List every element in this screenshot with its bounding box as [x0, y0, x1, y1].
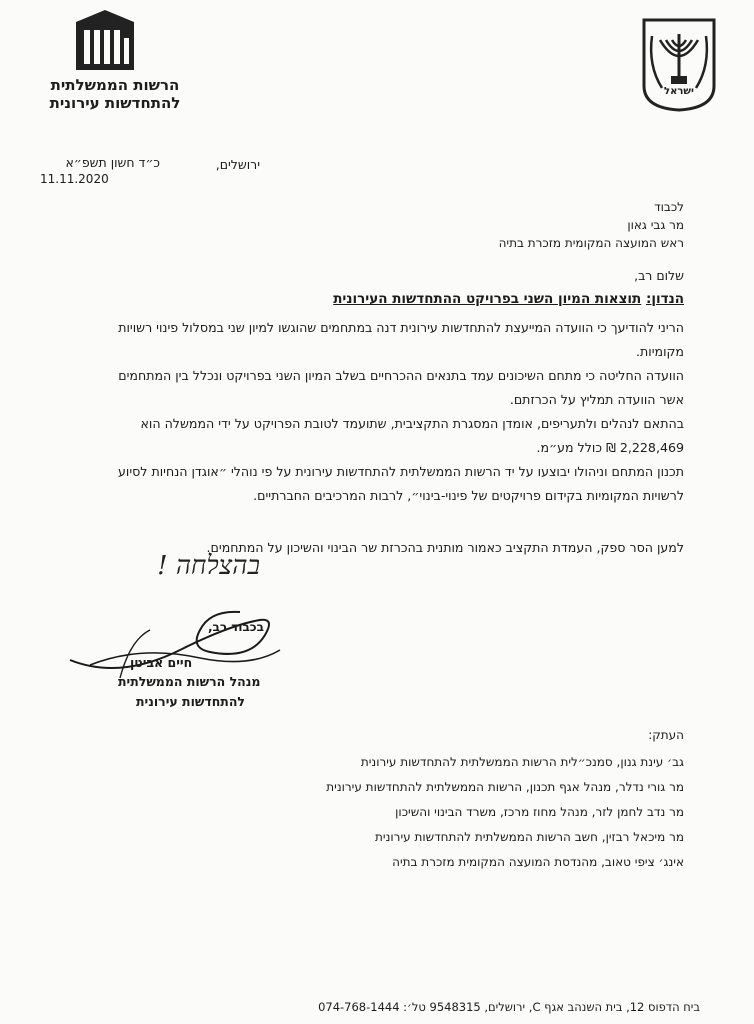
paragraph-2-line-2: אשר הוועדה תמליץ על הכרזתם.: [509, 392, 684, 407]
emblem-caption: ישראל: [664, 86, 694, 97]
signer-title-line2: להתחדשות עירונית: [136, 694, 245, 709]
cc-item: מר מיכאל רבזין, חשב הרשות הממשלתית להתחדשות עירונית: [375, 830, 684, 844]
building-logo-icon: [70, 8, 140, 74]
menorah-emblem-icon: [640, 16, 718, 112]
greeting: שלום רב,: [634, 268, 684, 283]
cc-list: [326, 750, 684, 875]
date-gregorian: 11.11.2020: [40, 172, 109, 186]
cc-item: מר גורי נדלר, מנהל אגף תכנון, הרשות הממשלתית להתחדשות עירונית: [326, 780, 684, 794]
recipient-title: ראש המועצה המקומית מזכרת בתיה: [498, 236, 684, 250]
signature-scribble: [60, 590, 290, 685]
paragraph-4-line-2: לרשויות המקומיות בקידום פרויקטים של פינוי-בינוי״, לרבות המרכיבים החברתיים.: [253, 488, 684, 503]
recipient-name: מר גבי גאון: [627, 218, 684, 232]
paragraph-1-line-2: מקומיות.: [635, 344, 684, 359]
state-emblem: [640, 16, 718, 112]
cc-item: אינג׳ ציפי טאוב, מהנדסת המועצה המקומית מזכרת בתיה: [392, 855, 684, 869]
paragraph-4-line-1: תכנון המתחם וניהולו יבוצעו על יד הרשות הממשלתית להתחדשות עירונית על פי נוהלי ״אוגדן הנחיות לסיוע: [118, 464, 684, 479]
paragraph-1: [54, 316, 684, 364]
paragraph-3: [54, 412, 684, 460]
recipient-to: לכבוד: [654, 200, 684, 214]
city: ירושלים,: [215, 157, 260, 172]
signer-name: חיים אביטן: [130, 655, 193, 670]
footer-address: ביח הדפוס 12, בית השנהב אגף C, ירושלים, 9548315 טל׳: 074-768-1444: [318, 1000, 700, 1014]
handwritten-note: בהצלחה !: [157, 551, 260, 581]
signer-title-line1: מנהל הרשות הממשלתית: [118, 674, 261, 689]
org-name-line2: להתחדשות עירונית: [49, 94, 181, 112]
cc-item: מר נדב לחמן לזר, מנהל מחוז מרכז, משרד הבינוי והשיכון: [395, 805, 684, 819]
subject-line: [333, 291, 684, 307]
paragraph-5: למען הסר ספק, העמדת התקציב כאמור מותנית בהכרזת שר הבינוי והשיכון על המתחמים.: [206, 540, 684, 555]
paragraph-2: [54, 364, 684, 412]
subject-text: תוצאות המיון השני בפרויקט ההתחדשות העירונית: [333, 291, 642, 307]
paragraph-3-line-1: בהתאם לנהלים ולתעריפים, אומדן המסגרת התקציבית, שתועמד לטובת הפרויקט על ידי הממשלה הוא: [140, 416, 684, 431]
paragraph-3-line-2: 2,228,469 ₪ כולל מע״מ.: [536, 440, 684, 455]
cc-item: גב׳ עינת גנון, סמנכ״לית הרשות הממשלתית להתחדשות עירונית: [360, 755, 684, 769]
paragraph-4: [54, 460, 684, 508]
org-name-line1: הרשות הממשלתית: [50, 76, 180, 94]
paragraph-1-line-1: הריני להודיעך כי הוועדה המייעצת להתחדשות עירונית דנה במתחמים שהוגשו למיון שני במסלול פינוי רשויות: [118, 320, 684, 335]
subject-prefix: הנדון:: [646, 291, 684, 307]
paragraph-2-line-1: הוועדה החליטה כי מתחם השיכונים עמד בתנאים ההכרחיים בשלב המיון השני בפרויקט ונכלל בין המתחמים: [118, 368, 684, 383]
cc-label: העתק:: [648, 728, 684, 742]
closing: בכבוד רב,: [208, 620, 264, 634]
date-hebrew: כ״ד חשון תשפ״א: [65, 155, 160, 170]
